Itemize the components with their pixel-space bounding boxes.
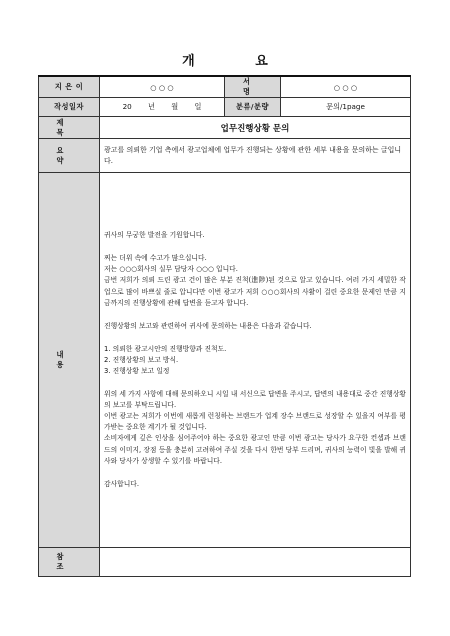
reference-value[interactable]: [100, 548, 411, 577]
content-row: [39, 173, 411, 548]
date-label: 작성일자: [39, 98, 100, 117]
closing-text: 감사합니다.: [104, 479, 139, 488]
paragraph-line: 찌는 더위 속에 수고가 많으십니다.: [104, 254, 207, 263]
reference-label: 참 조: [39, 548, 100, 577]
list-item: 3. 진행상황 보고 일정: [104, 367, 170, 375]
category-label: 분류/분량: [225, 98, 281, 117]
subject-row: [39, 117, 411, 139]
list-item: 2. 진행상황의 보고 방식.: [104, 355, 179, 364]
signature-label: 서 명: [225, 76, 281, 98]
summary-value[interactable]: 광고를 의뢰한 기업 측에서 광고업체에 업무가 진행되는 상황에 관한 세부 내용을 문의하는 글입니다.: [100, 139, 411, 173]
paragraph-line: 이번 광고는 저희가 이번에 새롭게 런칭하는 브랜드가 업계 장수 브랜드로 성장할 수 있을지 여부를 평가받는 중요한 계기가 될 것입니다.: [104, 412, 406, 432]
greeting-text: 귀사의 무궁한 발전을 기원합니다.: [104, 231, 205, 240]
page-title: 개 요: [182, 54, 296, 69]
paragraph-line: 소비자에게 깊은 인상을 심어주어야 하는 중요한 광고인 만큼 이번 광고는 당사가 요구한 컨셉과 브랜드의 이미지, 장점 등을 충분히 고려하여 주실 것을 다시 한번 당부 드리며, 귀사의 능력이 빛을 발해 귀사와 당사가 상생할 수 있기를 바랍니다.: [104, 434, 406, 465]
content-label: 내 용: [39, 173, 100, 548]
summary-form-table: [38, 75, 411, 577]
paragraph-line: 저는 ○○○회사의 실무 담당자 ○○○ 입니다.: [104, 265, 238, 274]
paragraph-line: 위의 세 가지 사항에 대해 문의하오니 시일 내 서신으로 답변을 주시고, 답변의 내용대로 중간 진행상황의 보고를 부탁드립니다.: [104, 390, 406, 410]
summary-row: [39, 139, 411, 173]
summary-label: 요 약: [39, 139, 100, 173]
subject-value[interactable]: 업무진행상황 문의: [100, 117, 411, 139]
signature-value[interactable]: ○ ○ ○: [281, 76, 411, 98]
subject-label: 제 목: [39, 117, 100, 139]
content-body[interactable]: [100, 173, 411, 548]
list-item: 1. 의뢰한 광고시안의 진행방향과 진척도.: [104, 344, 227, 353]
author-row: [39, 76, 411, 98]
reference-row: [39, 548, 411, 577]
date-value[interactable]: 20 년 월 일: [100, 98, 225, 117]
date-row: [39, 98, 411, 117]
paragraph-line: 금번 저희가 의뢰 드린 광고 건이 많은 부분 진척(進陟)된 것으로 알고 있습니다. 여러 가지 세밀한 작업으로 많이 바쁘실 줄로 압니다만 이번 광고가 저희 ○○○회사의 사활이 걸린 중요한 문제인 만큼 지금까지의 진행상황에 관해 답변을 듣고자 합니다.: [104, 276, 406, 307]
author-label: 지 은 이: [39, 76, 100, 98]
category-value[interactable]: 문의/1page: [281, 98, 411, 117]
paragraph-line: 진행상황의 보고와 관련하여 귀사에 문의하는 내용은 다음과 같습니다.: [104, 321, 312, 330]
author-value[interactable]: ○ ○ ○: [100, 76, 225, 98]
